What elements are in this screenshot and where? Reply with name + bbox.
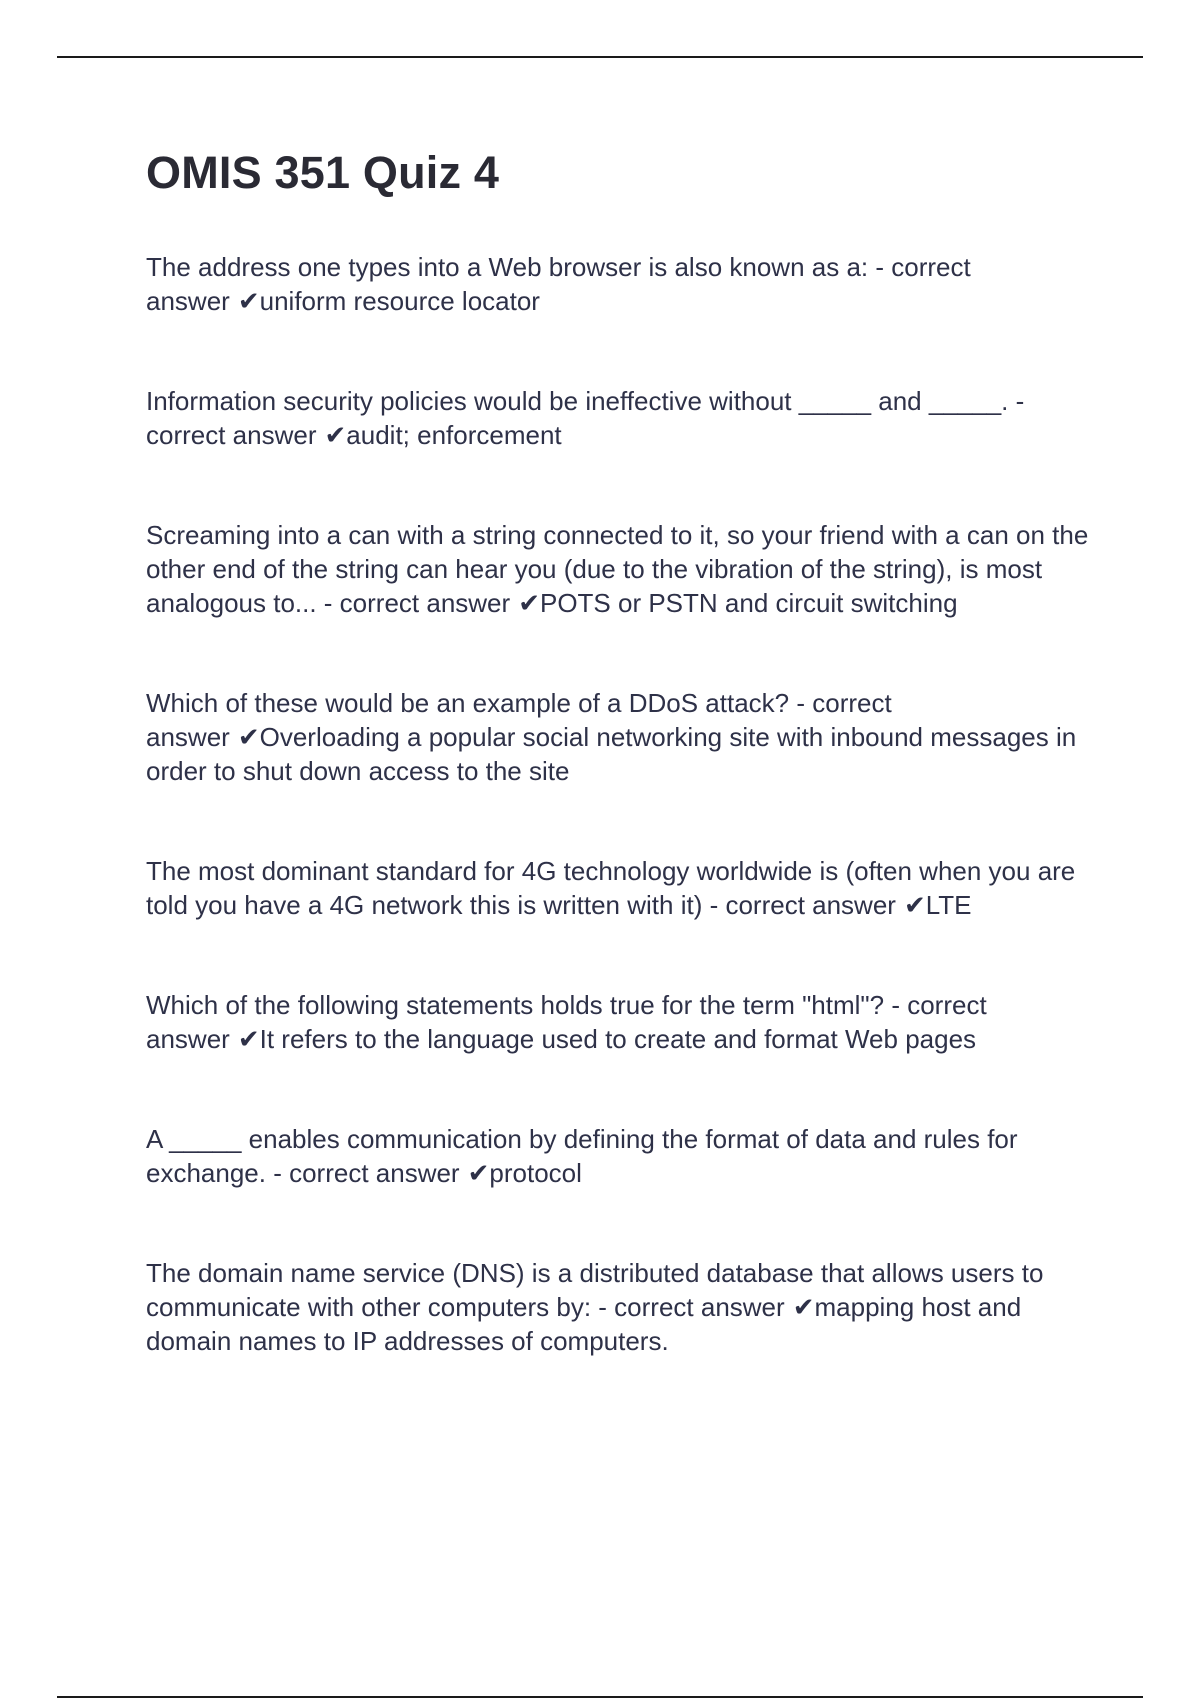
answer-text: uniform resource locator [259, 286, 540, 316]
check-icon: ✔ [903, 890, 926, 920]
question-text: Screaming into a can with a string connected to it, so your friend with a can on the other end of the string can hear you (due to the vibration of the string), is most analogous to... - correct answer [146, 520, 1089, 618]
answer-text: LTE [925, 890, 972, 920]
qa-item [146, 384, 1096, 452]
question-text: Information security policies would be ineffective without _____ and _____. - correct answer [146, 386, 1025, 450]
qa-item [146, 854, 1096, 922]
answer-text: Overloading a popular social networking site with inbound messages in order to shut down access to the site [146, 722, 1077, 786]
qa-item [146, 250, 1096, 318]
question-text: The address one types into a Web browser is also known as a: - correct answer [146, 252, 971, 316]
answer-text: mapping host and domain names to IP addresses of computers. [146, 1292, 1022, 1356]
check-icon: ✔ [792, 1292, 815, 1322]
check-icon: ✔ [237, 722, 260, 752]
bottom-divider [57, 1696, 1143, 1698]
answer-text: audit; enforcement [346, 420, 562, 450]
question-text: A _____ enables communication by defining the format of data and rules for exchange. - correct answer [146, 1124, 1018, 1188]
answer-text: protocol [489, 1158, 582, 1188]
top-divider [57, 56, 1143, 58]
qa-item [146, 686, 1096, 788]
check-icon: ✔ [237, 1024, 260, 1054]
qa-item [146, 1122, 1096, 1190]
question-text: Which of these would be an example of a DDoS attack? - correct answer [146, 688, 892, 752]
check-icon: ✔ [237, 286, 260, 316]
page-title: OMIS 351 Quiz 4 [146, 147, 500, 198]
check-icon: ✔ [467, 1158, 490, 1188]
check-icon: ✔ [518, 588, 540, 618]
answer-text: POTS or PSTN and circuit switching [539, 588, 958, 618]
question-text: Which of the following statements holds true for the term "html"? - correct answer [146, 990, 987, 1054]
check-icon: ✔ [324, 420, 347, 450]
qa-list [146, 250, 1096, 1424]
qa-item [146, 518, 1096, 620]
answer-text: It refers to the language used to create and format Web pages [259, 1024, 977, 1054]
question-text: The domain name service (DNS) is a distributed database that allows users to communicate with other computers by: - correct answer [146, 1258, 1044, 1322]
qa-item [146, 988, 1096, 1056]
qa-item [146, 1256, 1096, 1358]
question-text: The most dominant standard for 4G technology worldwide is (often when you are told you have a 4G network this is written with it) - correct answer [146, 856, 1076, 920]
